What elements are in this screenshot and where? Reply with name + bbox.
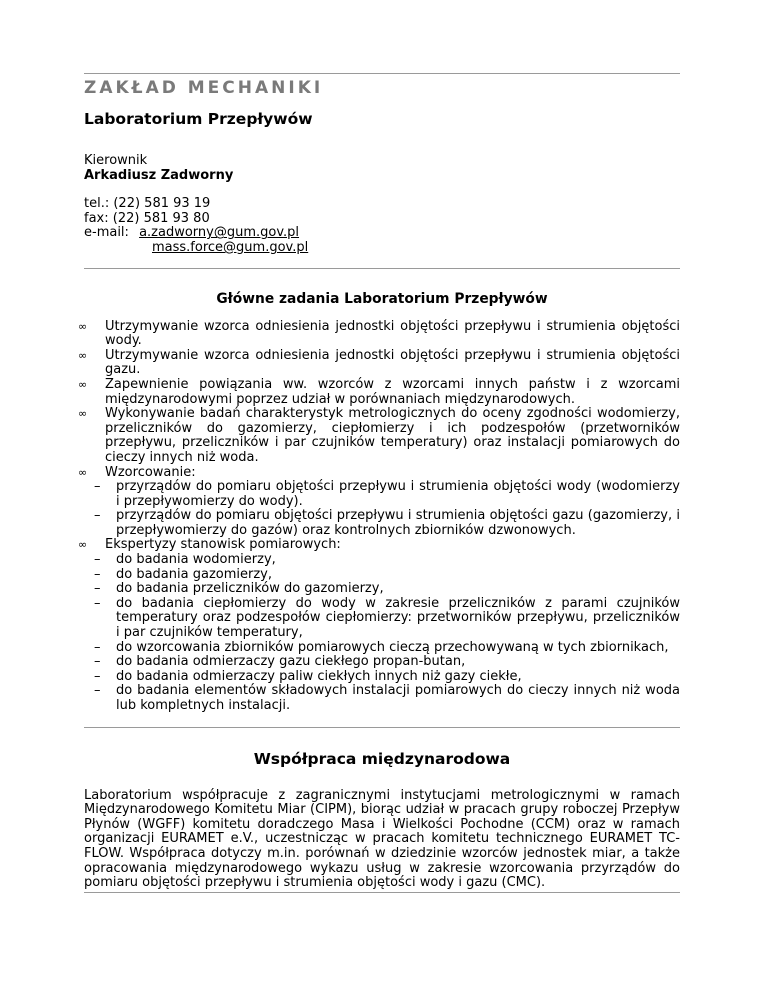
task-item-calibration [84,466,680,539]
task-item: ∞ Utrzymywanie wzorca odniesienia jednostki objętości przepływu i strumienia objętości wody. [84,320,680,349]
rule-3 [84,727,680,728]
tasks-title: Główne zadania Laboratorium Przepływów [216,290,548,307]
department-heading: ZAKŁAD MECHANIKI [84,78,324,98]
task-item-expertise [84,538,680,713]
expertise-label: Ekspertyzy stanowisk pomiarowych: [105,537,341,553]
email-label: e-mail: [84,225,129,241]
expertise-item: – do badania odmierzaczy paliw ciekłych innych niż gazy ciekłe, [84,670,680,685]
bottom-rule [84,892,680,893]
expertise-item: – do badania przeliczników do gazomierzy, [84,582,680,597]
rule-2 [84,268,680,269]
tasks-list [84,320,680,714]
expertise-item: – do badania odmierzaczy gazu ciekłego propan-butan, [84,655,680,670]
contact-block [84,154,680,256]
cooperation-title: Współpraca międzynarodowa [253,749,511,768]
task-item: ∞ Utrzymywanie wzorca odniesienia jednostki objętości przepływu i strumienia objętości gazu. [84,349,680,378]
contact-fax: fax: (22) 581 93 80 [84,210,210,226]
expertise-list [84,553,680,714]
task-item: ∞ Wykonywanie badań charakterystyk metrologicznych do oceny zgodności wodomierzy, przeliczników do gazomierzy, ciepłomierzy i ich podzespołów (przetworników przepływu, przeliczników i par czujników temperatury) oraz instalacji pomiarowych do cieczy innych niż woda. [84,407,680,465]
contact-name: Arkadiusz Zadworny [84,167,234,183]
email-link-2[interactable]: mass.force@gum.gov.pl [152,239,309,255]
task-item: ∞ Zapewnienie powiązania ww. wzorców z wzorcami innych państw i z wzorcami międzynarodowymi poprzez udział w porównaniach międzynarodowych. [84,378,680,407]
contact-tel: tel.: (22) 581 93 19 [84,196,211,212]
expertise-item: – do badania ciepłomierzy do wody w zakresie przeliczników z parami czujników temperatury oraz podzespołów ciepłomierzy: przetworników przepływu, przeliczników i par czujników temperatury, [84,597,680,641]
calibration-list [84,480,680,538]
expertise-item: – do badania wodomierzy, [84,553,680,568]
document-page [84,0,680,893]
calibration-item: – przyrządów do pomiaru objętości przepływu i strumienia objętości gazu (gazomierzy, i przepływomierzy do gazów) oraz kontrolnych zbiorników dzwonowych. [84,509,680,538]
calibration-item: – przyrządów do pomiaru objętości przepływu i strumienia objętości wody (wodomierzy i przepływomierzy do wody). [84,480,680,509]
expertise-item: – do wzorcowania zbiorników pomiarowych cieczą przechowywaną w tych zbiornikach, [84,641,680,656]
contact-email-row-2 [84,241,680,256]
top-rule [84,73,680,74]
calibration-label: Wzorcowanie: [105,464,196,480]
cooperation-text: Laboratorium współpracuje z zagranicznymi instytucjami metrologicznymi w ramach Międzynarodowego Komitetu Miar (CIPM), biorąc udział w pracach grupy roboczej Przepływ Płynów (WGFF) komitetu doradczego Masa i Wielkości Pochodne (CCM) oraz w ramach organizacji EURAMET e.V., uczestnicząc w pracach komitetu technicznego EURAMET TC-FLOW. Współpraca dotyczy m.in. porównań w dziedzinie wzorców jednostek miar, a także opracowania międzynarodowego wykazu usług w zakresie wzorcowania przyrządów do pomiaru objętości przepływu i strumienia objętości wody i gazu (CMC). [84,787,680,891]
lab-title: Laboratorium Przepływów [84,110,313,128]
email-link-1[interactable]: a.zadworny@gum.gov.pl [139,225,300,241]
expertise-item: – do badania gazomierzy, [84,568,680,583]
contact-role: Kierownik [84,153,148,168]
contact-email-row [84,226,680,241]
expertise-item: – do badania elementów składowych instalacji pomiarowych do cieczy innych niż woda lub kompletnych instalacji. [84,684,680,713]
